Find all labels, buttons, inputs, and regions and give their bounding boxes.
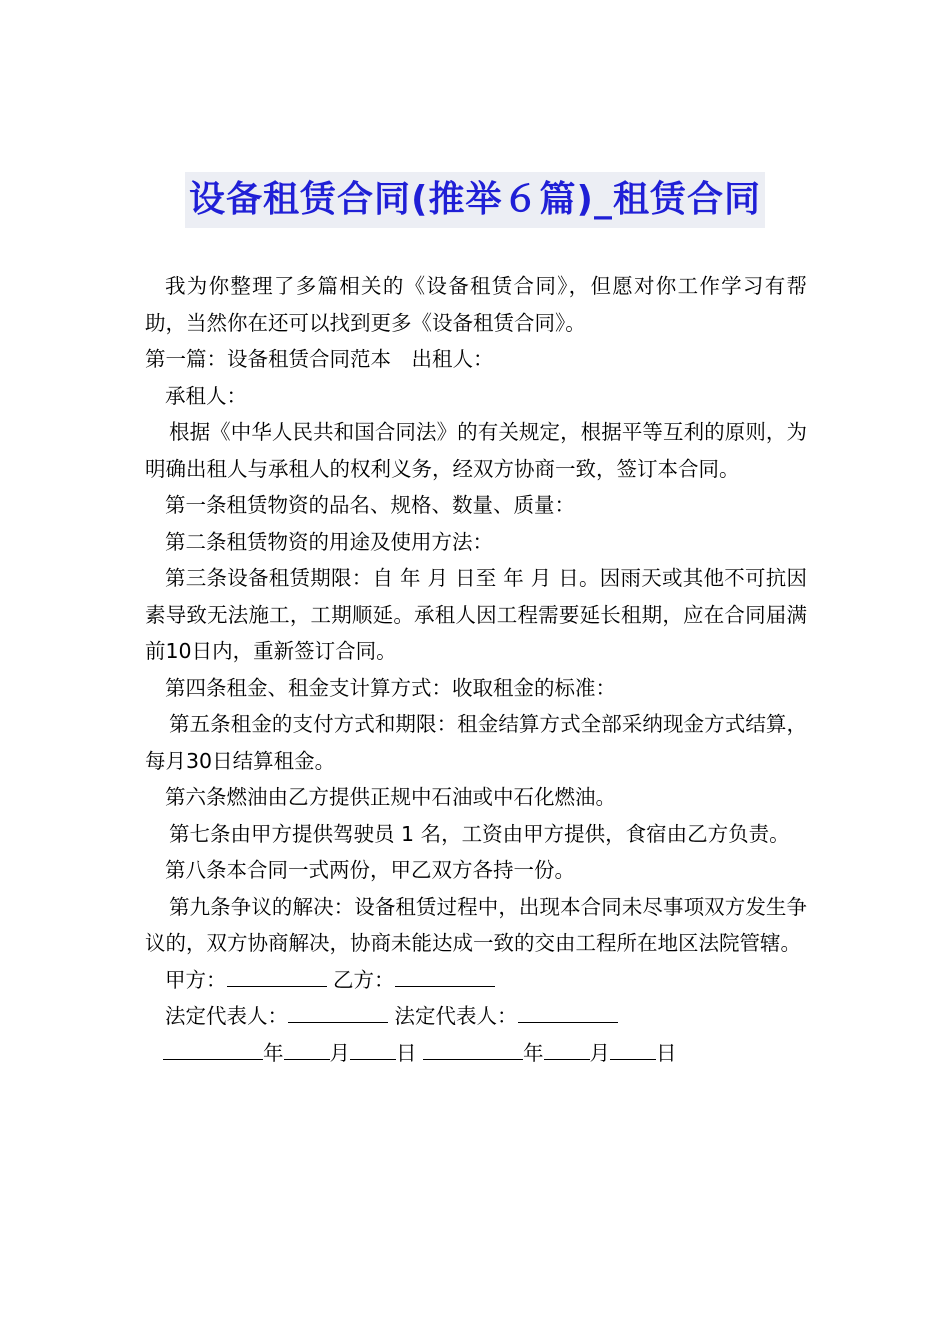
document-title: 设备租赁合同(推举６篇)_租赁合同 (185, 172, 765, 228)
date-a-year-blank[interactable] (163, 1037, 263, 1060)
article-2-paragraph: 第二条租赁物资的用途及使用方法： (165, 529, 493, 554)
article-5-paragraph: 第五条租金的支付方式和期限：租金结算方式全部采纳现金方式结算，每月30日结算租金。 (145, 712, 807, 773)
article-7-paragraph: 第七条由甲方提供驾驶员 1 名，工资由甲方提供，食宿由乙方负责。 (169, 821, 790, 846)
party-signature-line (145, 962, 807, 999)
article-1-paragraph: 第一条租赁物资的品名、规格、数量、质量： (165, 493, 575, 517)
basis-paragraph: 根据《中华人民共和国合同法》的有关规定，根据平等互利的原则，为明确出租人与承租人的权利义务，经双方协商一致，签订本合同。 (145, 420, 807, 481)
article-6-paragraph: 第六条燃油由乙方提供正规中石油或中石化燃油。 (165, 785, 616, 809)
section-heading-paragraph: 第一篇：设备租赁合同范本 出租人： (145, 347, 494, 371)
intro-paragraph: 我为你整理了多篇相关的《设备租赁合同》，但愿对你工作学习有帮助，当然你在还可以找到更多《设备租赁合同》。 (145, 274, 807, 335)
date-a-day-blank[interactable] (350, 1037, 396, 1060)
date-b-month-label: 月 (589, 1040, 611, 1065)
date-a-month-label: 月 (329, 1040, 350, 1065)
rep-a-blank[interactable] (288, 1000, 388, 1023)
date-a-day-label: 日 (396, 1040, 417, 1065)
party-a-label: 甲方： (165, 967, 227, 992)
date-a-year-label: 年 (263, 1040, 284, 1065)
article-3-paragraph: 第三条设备租赁期限：自 年 月 日至 年 月 日。因雨天或其他不可抗因素导致无法施工，工期顺延。承租人因工程需要延长租期，应在合同届满前10日内，重新签订合同。 (145, 566, 807, 663)
date-a-month-blank[interactable] (284, 1037, 330, 1060)
document-title-block (0, 172, 950, 234)
date-signature-line (145, 1035, 807, 1072)
lessee-paragraph: 承租人： (165, 383, 247, 408)
date-b-day-blank[interactable] (610, 1037, 656, 1060)
date-b-day-label: 日 (656, 1040, 677, 1065)
party-b-label: 乙方： (333, 967, 395, 992)
article-9-paragraph: 第九条争议的解决：设备租赁过程中，出现本合同未尽事项双方发生争议的，双方协商解决，协商未能达成一致的交由工程所在地区法院管辖。 (145, 894, 807, 955)
article-8-paragraph: 第八条本合同一式两份，甲乙双方各持一份。 (165, 858, 575, 882)
rep-a-label: 法定代表人： (165, 1004, 288, 1028)
rep-b-label: 法定代表人： (394, 1004, 518, 1028)
date-b-month-blank[interactable] (544, 1037, 590, 1060)
party-b-blank[interactable] (395, 964, 495, 987)
article-4-paragraph: 第四条租金、租金支计算方式：收取租金的标准： (165, 675, 616, 700)
rep-b-blank[interactable] (518, 1000, 618, 1023)
date-b-year-blank[interactable] (423, 1037, 523, 1060)
party-a-blank[interactable] (227, 964, 327, 987)
date-b-year-label: 年 (523, 1040, 544, 1065)
representative-signature-line (145, 998, 807, 1035)
document-body (145, 268, 807, 1071)
